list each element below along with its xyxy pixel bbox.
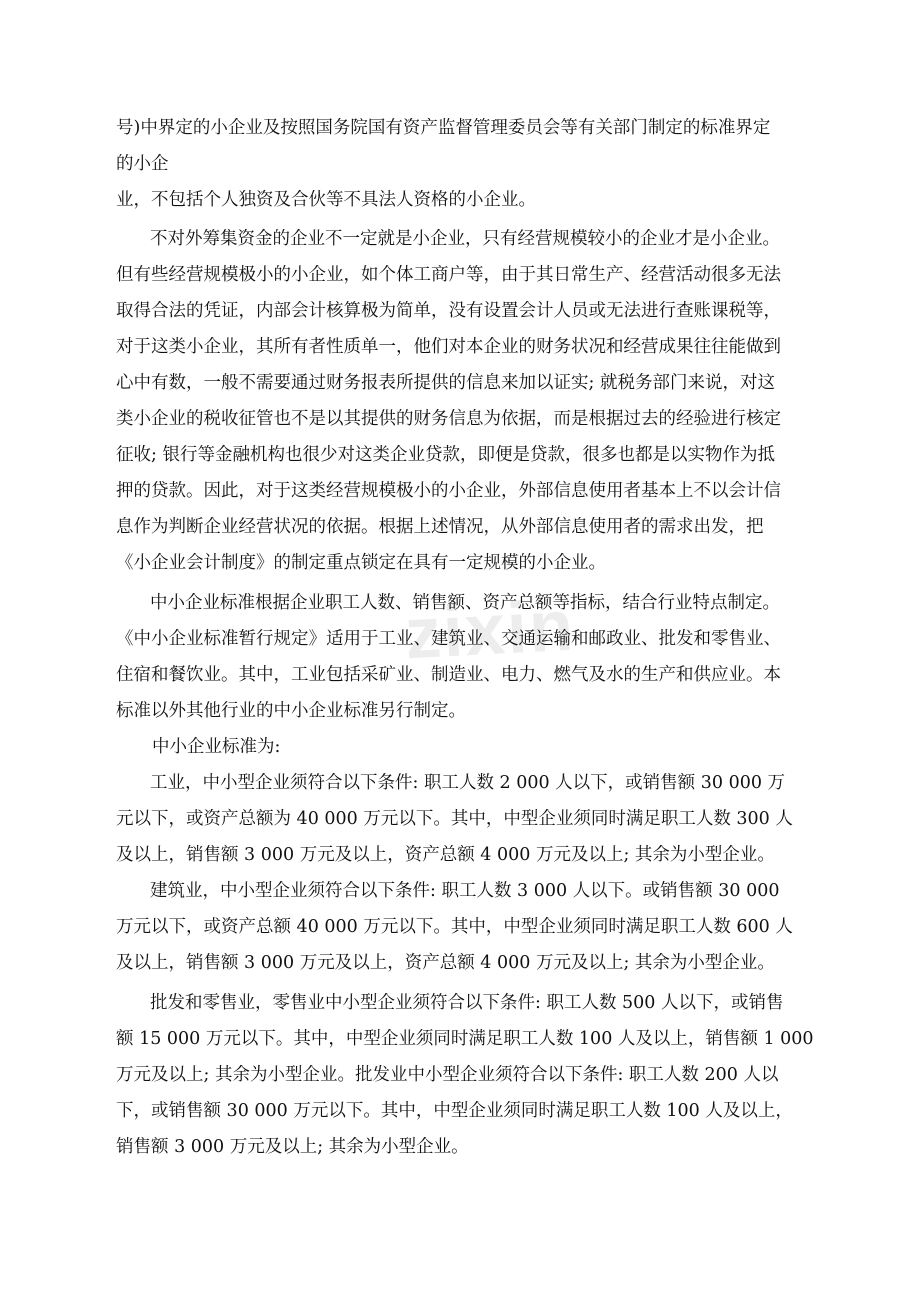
text-line: 但有些经营规模极小的小企业，如个体工商户等，由于其日常生产、经营活动很多无法 [116, 265, 781, 285]
paragraph-first-line: 批发和零售业，零售业中小型企业须符合以下条件: 职工人数 500 人以下，或销售 [150, 993, 784, 1013]
text-line: 及以上，销售额 3 000 万元及以上，资产总额 4 000 万元及以上; 其余为小型企业。 [116, 845, 775, 865]
text-line: 《中小企业标准暂行规定》适用于工业、建筑业、交通运输和邮政业、批发和零售业、 [116, 629, 781, 649]
watermark-logo: zixin [403, 585, 577, 675]
text-line: 元以下，或资产总额为 40 000 万元以下。其中，中型企业须同时满足职工人数 300 人 [116, 809, 793, 829]
text-line: 《小企业会计制度》的制定重点锁定在具有一定规模的小企业。 [116, 553, 606, 573]
text-line: 销售额 3 000 万元及以上; 其余为小型企业。 [116, 1137, 469, 1157]
paragraph-first-line: 建筑业，中小型企业须符合以下条件: 职工人数 3 000 人以下。或销售额 30 000 [150, 881, 780, 901]
text-line: 业，不包括个人独资及合伙等不具法人资格的小企业。 [116, 190, 536, 210]
section-heading: 中小企业标准为: [152, 737, 281, 757]
text-line: 标准以外其他行业的中小企业标准另行制定。 [116, 701, 466, 721]
text-line: 万元以下，或资产总额 40 000 万元以下。其中，中型企业须同时满足职工人数 600 人 [116, 917, 793, 937]
paragraph-first-line: 不对外筹集资金的企业不一定就是小企业，只有经营规模较小的企业才是小企业。 [150, 229, 780, 249]
text-line: 及以上，销售额 3 000 万元及以上，资产总额 4 000 万元及以上; 其余为小型企业。 [116, 953, 775, 973]
text-line: 的小企 [116, 154, 169, 174]
text-line: 心中有数，一般不需要通过财务报表所提供的信息来加以证实; 就税务部门来说，对这 [116, 373, 775, 393]
text-line: 对于这类小企业，其所有者性质单一，他们对本企业的财务状况和经营成果往往能做到 [116, 337, 781, 357]
text-line: 额 15 000 万元以下。其中，中型企业须同时满足职工人数 100 人及以上，销售额 1 000 [116, 1029, 814, 1049]
text-line: 住宿和餐饮业。其中，工业包括采矿业、制造业、电力、燃气及水的生产和供应业。本 [116, 665, 781, 685]
paragraph-first-line: 中小企业标准根据企业职工人数、销售额、资产总额等指标，结合行业特点制定。 [150, 593, 780, 613]
text-line: 息作为判断企业经营状况的依据。根据上述情况，从外部信息使用者的需求出发，把 [116, 517, 764, 537]
text-line: 号)中界定的小企业及按照国务院国有资产监督管理委员会等有关部门制定的标准界定 [116, 118, 771, 138]
text-line: 征收; 银行等金融机构也很少对这类企业贷款，即便是贷款，很多也都是以实物作为抵 [116, 445, 775, 465]
text-line: 押的贷款。因此，对于这类经营规模极小的小企业，外部信息使用者基本上不以会计信 [116, 481, 781, 501]
text-line: 下，或销售额 30 000 万元以下。其中，中型企业须同时满足职工人数 100 人及以上， [116, 1101, 793, 1121]
text-line: 取得合法的凭证，内部会计核算极为简单，没有设置会计人员或无法进行查账课税等， [116, 301, 781, 321]
text-line: 万元及以上; 其余为小型企业。批发业中小型企业须符合以下条件: 职工人数 200 人以 [116, 1065, 779, 1085]
paragraph-first-line: 工业，中小型企业须符合以下条件: 职工人数 2 000 人以下，或销售额 30 000 万 [150, 773, 786, 793]
text-line: 类小企业的税收征管也不是以其提供的财务信息为依据，而是根据过去的经验进行核定 [116, 409, 781, 429]
